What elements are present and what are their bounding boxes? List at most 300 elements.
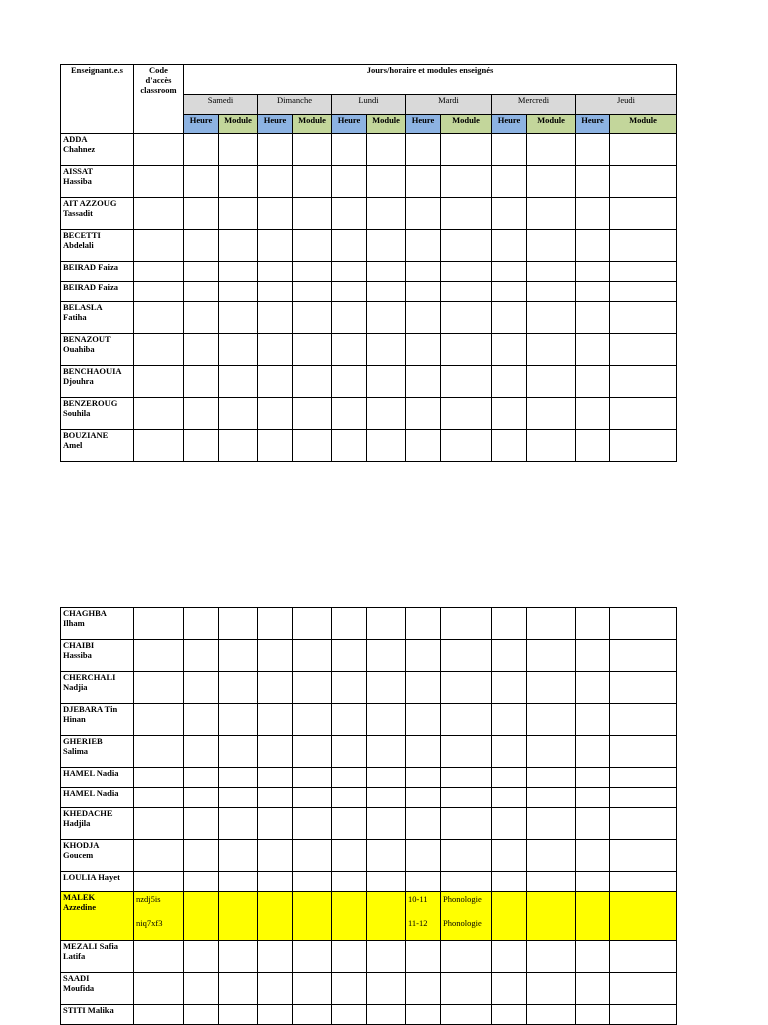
heure-cell — [184, 840, 219, 872]
heure-cell — [406, 973, 441, 1005]
heure-cell — [332, 840, 367, 872]
classroom-code-cell — [134, 941, 184, 973]
module-cell — [610, 840, 677, 872]
heure-cell — [406, 282, 441, 302]
heure-cell — [332, 788, 367, 808]
teacher-first-name: Tassadit — [63, 208, 93, 218]
heure-cell — [576, 134, 610, 166]
heure-cell — [258, 166, 293, 198]
heure-cell — [184, 640, 219, 672]
heure-cell — [406, 808, 441, 840]
day-header-mardi: Mardi — [406, 95, 492, 115]
module-cell — [367, 366, 406, 398]
heure-cell — [406, 230, 441, 262]
heure-cell — [576, 282, 610, 302]
module-cell — [610, 872, 677, 892]
teacher-name-cell — [61, 872, 134, 892]
classroom-code-cell — [134, 973, 184, 1005]
module-cell — [610, 134, 677, 166]
module-cell — [610, 788, 677, 808]
heure-cell — [332, 941, 367, 973]
classroom-code-cell — [134, 608, 184, 640]
teacher-first-name: Hassiba — [63, 176, 92, 186]
classroom-code-cell — [134, 366, 184, 398]
teacher-last-name: ADDA — [63, 134, 88, 144]
module-cell — [610, 1005, 677, 1025]
heure-cell — [492, 1005, 527, 1025]
heure-cell — [406, 166, 441, 198]
teacher-name-cell — [61, 166, 134, 198]
heure-cell — [492, 366, 527, 398]
heure-cell — [184, 302, 219, 334]
module-cell — [527, 973, 576, 1005]
teacher-last-name: CHERCHALI — [63, 672, 116, 682]
heure-cell — [332, 808, 367, 840]
heure-header: Heure — [184, 115, 219, 134]
module-cell — [293, 788, 332, 808]
teacher-name-cell — [61, 198, 134, 230]
teacher-row — [61, 366, 677, 398]
heure-cell — [332, 892, 367, 941]
teacher-last-name: DJEBARA Tin — [63, 704, 118, 714]
heure-cell — [332, 134, 367, 166]
teacher-last-name: MALEK — [63, 892, 96, 902]
module-cell — [293, 398, 332, 430]
heure-cell — [184, 788, 219, 808]
module-cell — [441, 134, 492, 166]
module-cell — [219, 166, 258, 198]
heure-cell — [258, 282, 293, 302]
heure-cell — [576, 334, 610, 366]
module-cell — [527, 282, 576, 302]
module-cell — [527, 892, 576, 941]
heure-cell — [492, 198, 527, 230]
module-cell — [610, 230, 677, 262]
heure-cell — [332, 282, 367, 302]
module-cell — [441, 1005, 492, 1025]
heure-cell — [576, 640, 610, 672]
module-cell — [441, 230, 492, 262]
heure-cell — [332, 366, 367, 398]
module-cell — [527, 672, 576, 704]
teacher-last-name: AIT AZZOUG — [63, 198, 117, 208]
heure-cell — [258, 704, 293, 736]
module-cell — [219, 736, 258, 768]
heure-cell — [258, 230, 293, 262]
teacher-name-cell — [61, 704, 134, 736]
classroom-code-cell — [134, 736, 184, 768]
module-cell — [367, 941, 406, 973]
heure-cell — [184, 973, 219, 1005]
heure-cell — [332, 872, 367, 892]
heure-cell — [258, 973, 293, 1005]
heure-cell — [406, 768, 441, 788]
heure-cell — [184, 230, 219, 262]
module-cell — [293, 840, 332, 872]
module-cell — [610, 704, 677, 736]
module-cell — [610, 892, 677, 941]
teacher-row — [61, 430, 677, 462]
heure-header: Heure — [332, 115, 367, 134]
heure-cell — [184, 608, 219, 640]
module-cell — [527, 134, 576, 166]
heure-cell — [332, 230, 367, 262]
heure-cell — [576, 230, 610, 262]
heure-cell — [576, 973, 610, 1005]
module-cell — [367, 788, 406, 808]
teacher-name-cell — [61, 840, 134, 872]
module-value: Phonologie — [443, 894, 482, 904]
module-cell — [610, 334, 677, 366]
teacher-name-cell — [61, 262, 134, 282]
module-cell — [367, 198, 406, 230]
module-cell — [441, 736, 492, 768]
classroom-code-cell — [134, 302, 184, 334]
heure-cell — [576, 302, 610, 334]
classroom-code: nzdj5is — [136, 894, 161, 904]
module-cell — [293, 640, 332, 672]
teacher-name-cell — [61, 430, 134, 462]
teacher-name-cell — [61, 672, 134, 704]
module-cell — [367, 704, 406, 736]
heure-cell — [332, 334, 367, 366]
teacher-row — [61, 302, 677, 334]
heure-cell — [492, 872, 527, 892]
heure-header: Heure — [492, 115, 527, 134]
teacher-name-cell — [61, 768, 134, 788]
heure-cell — [492, 398, 527, 430]
teacher-last-name: MEZALI Safia — [63, 941, 119, 951]
heure-cell — [406, 672, 441, 704]
classroom-code-cell — [134, 430, 184, 462]
teacher-name-cell — [61, 1005, 134, 1025]
classroom-code-cell — [134, 872, 184, 892]
module-cell — [610, 672, 677, 704]
day-header-mercredi: Mercredi — [492, 95, 576, 115]
teacher-row — [61, 608, 677, 640]
heure-cell — [406, 302, 441, 334]
teacher-first-name: Goucem — [63, 850, 94, 860]
heure-cell — [406, 430, 441, 462]
heure-cell — [184, 134, 219, 166]
heure-cell — [332, 1005, 367, 1025]
heure-cell — [406, 872, 441, 892]
teacher-row — [61, 198, 677, 230]
module-cell — [441, 302, 492, 334]
heure-cell — [406, 334, 441, 366]
teacher-name-cell — [61, 334, 134, 366]
module-cell — [367, 1005, 406, 1025]
teacher-last-name: STITI Malika — [63, 1005, 114, 1015]
heure-cell — [184, 672, 219, 704]
heure-header: Heure — [258, 115, 293, 134]
heure-cell — [492, 704, 527, 736]
heure-cell — [492, 808, 527, 840]
module-cell — [367, 334, 406, 366]
module-cell — [219, 872, 258, 892]
heure-cell — [258, 640, 293, 672]
heure-cell — [258, 768, 293, 788]
teacher-last-name: BELASLA — [63, 302, 103, 312]
module-cell — [527, 608, 576, 640]
heure-cell — [576, 672, 610, 704]
teacher-first-name: Fatiha — [63, 312, 87, 322]
module-cell — [293, 1005, 332, 1025]
heure-cell — [258, 892, 293, 941]
heure-cell — [492, 640, 527, 672]
teacher-last-name: BOUZIANE — [63, 430, 109, 440]
teacher-first-name: Souhila — [63, 408, 91, 418]
heure-cell — [184, 892, 219, 941]
teacher-last-name: BENCHAOUIA — [63, 366, 122, 376]
module-cell — [441, 973, 492, 1005]
classroom-code-cell — [134, 262, 184, 282]
classroom-code-cell — [134, 840, 184, 872]
heure-value: 11-12 — [408, 918, 428, 928]
heure-cell — [258, 366, 293, 398]
teacher-row — [61, 398, 677, 430]
heure-cell — [406, 198, 441, 230]
module-cell — [441, 768, 492, 788]
module-cell — [293, 704, 332, 736]
heure-cell — [576, 398, 610, 430]
schedule-table-2 — [60, 607, 677, 1025]
teacher-last-name: BECETTI — [63, 230, 101, 240]
classroom-code-cell — [134, 230, 184, 262]
module-cell — [219, 334, 258, 366]
heure-cell — [492, 892, 527, 941]
classroom-code-cell — [134, 134, 184, 166]
heure-cell — [332, 430, 367, 462]
module-cell — [527, 366, 576, 398]
heure-cell — [406, 398, 441, 430]
teacher-last-name: BENAZOUT — [63, 334, 111, 344]
heure-cell — [492, 840, 527, 872]
day-header-dimanche: Dimanche — [258, 95, 332, 115]
heure-cell — [576, 704, 610, 736]
teacher-last-name: GHERIEB — [63, 736, 103, 746]
teacher-name-cell — [61, 892, 134, 941]
module-cell — [527, 736, 576, 768]
module-value: Phonologie — [443, 918, 482, 928]
heure-cell — [258, 1005, 293, 1025]
module-cell — [293, 608, 332, 640]
heure-cell — [576, 808, 610, 840]
heure-cell — [258, 334, 293, 366]
module-header: Module — [367, 115, 406, 134]
teacher-last-name: HAMEL Nadia — [63, 788, 119, 798]
classroom-code-cell — [134, 198, 184, 230]
module-cell — [527, 872, 576, 892]
heure-cell — [576, 166, 610, 198]
teacher-name-cell — [61, 134, 134, 166]
module-cell — [293, 808, 332, 840]
classroom-code-cell — [134, 808, 184, 840]
module-cell — [219, 230, 258, 262]
teacher-row — [61, 640, 677, 672]
module-cell — [293, 334, 332, 366]
classroom-code-cell — [134, 640, 184, 672]
classroom-code: niq7xf3 — [136, 918, 163, 928]
module-header: Module — [293, 115, 332, 134]
module-cell — [527, 230, 576, 262]
heure-cell — [184, 430, 219, 462]
heure-cell — [406, 892, 441, 941]
heure-cell — [492, 230, 527, 262]
module-cell — [527, 840, 576, 872]
module-cell — [441, 788, 492, 808]
teacher-row — [61, 768, 677, 788]
module-cell — [441, 398, 492, 430]
teacher-last-name: SAADI — [63, 973, 90, 983]
module-cell — [441, 941, 492, 973]
module-cell — [219, 366, 258, 398]
module-cell — [527, 198, 576, 230]
module-cell — [610, 640, 677, 672]
module-cell — [610, 973, 677, 1005]
module-cell — [293, 166, 332, 198]
heure-cell — [576, 941, 610, 973]
module-cell — [527, 768, 576, 788]
module-cell — [293, 892, 332, 941]
heure-cell — [492, 262, 527, 282]
heure-cell — [184, 334, 219, 366]
module-cell — [367, 672, 406, 704]
heure-cell — [492, 430, 527, 462]
module-cell — [293, 366, 332, 398]
teacher-row — [61, 672, 677, 704]
teacher-row — [61, 788, 677, 808]
heure-cell — [184, 262, 219, 282]
teacher-row — [61, 704, 677, 736]
module-cell — [219, 808, 258, 840]
heure-cell — [258, 430, 293, 462]
module-cell — [441, 334, 492, 366]
teacher-first-name: Ilham — [63, 618, 85, 628]
teacher-row — [61, 282, 677, 302]
heure-cell — [332, 198, 367, 230]
module-cell — [527, 704, 576, 736]
heure-cell — [406, 262, 441, 282]
module-cell — [441, 262, 492, 282]
module-cell — [367, 808, 406, 840]
module-cell — [367, 166, 406, 198]
teacher-row — [61, 230, 677, 262]
module-cell — [441, 198, 492, 230]
module-cell — [367, 892, 406, 941]
schedule-table-1 — [60, 64, 677, 462]
heure-cell — [576, 608, 610, 640]
classroom-code-cell — [134, 334, 184, 366]
heure-cell — [332, 640, 367, 672]
teacher-last-name: AISSAT — [63, 166, 94, 176]
module-cell — [219, 892, 258, 941]
module-cell — [441, 840, 492, 872]
heure-cell — [492, 608, 527, 640]
heure-cell — [492, 736, 527, 768]
module-cell — [219, 198, 258, 230]
heure-cell — [258, 941, 293, 973]
teacher-name-cell — [61, 230, 134, 262]
module-cell — [441, 166, 492, 198]
module-cell — [293, 302, 332, 334]
classroom-code-cell — [134, 282, 184, 302]
module-cell — [293, 430, 332, 462]
heure-cell — [184, 736, 219, 768]
teacher-name-cell — [61, 366, 134, 398]
heure-cell — [492, 134, 527, 166]
module-cell — [441, 366, 492, 398]
heure-cell — [406, 704, 441, 736]
schedule-title: Jours/horaire et modules enseignés — [184, 65, 677, 95]
heure-cell — [184, 941, 219, 973]
teacher-first-name: Hinan — [63, 714, 86, 724]
module-cell — [219, 134, 258, 166]
teacher-row — [61, 262, 677, 282]
module-header: Module — [219, 115, 258, 134]
code-column-header: Code d'accès classroom — [134, 65, 184, 134]
teacher-first-name: Hadjila — [63, 818, 91, 828]
teacher-first-name: Latifa — [63, 951, 86, 961]
module-cell — [293, 941, 332, 973]
heure-cell — [332, 166, 367, 198]
module-cell — [527, 398, 576, 430]
module-cell — [293, 672, 332, 704]
module-cell — [441, 282, 492, 302]
module-cell — [219, 608, 258, 640]
heure-cell — [258, 302, 293, 334]
module-cell — [367, 736, 406, 768]
heure-cell — [258, 198, 293, 230]
teacher-first-name: Abdelali — [63, 240, 94, 250]
heure-cell — [184, 198, 219, 230]
teacher-name-cell — [61, 973, 134, 1005]
module-cell — [610, 808, 677, 840]
heure-cell — [258, 840, 293, 872]
module-cell — [527, 302, 576, 334]
heure-cell — [258, 262, 293, 282]
heure-cell — [492, 334, 527, 366]
module-cell — [219, 262, 258, 282]
module-cell — [293, 872, 332, 892]
module-cell — [610, 608, 677, 640]
heure-cell — [406, 840, 441, 872]
teacher-last-name: CHAGHBA — [63, 608, 107, 618]
teacher-row — [61, 892, 677, 941]
teacher-last-name: CHAIBI — [63, 640, 95, 650]
module-cell — [367, 430, 406, 462]
heure-cell — [258, 672, 293, 704]
day-header-jeudi: Jeudi — [576, 95, 677, 115]
module-cell — [367, 134, 406, 166]
module-cell — [527, 430, 576, 462]
module-cell — [610, 768, 677, 788]
module-cell — [367, 872, 406, 892]
module-cell — [219, 1005, 258, 1025]
module-cell — [219, 704, 258, 736]
teacher-last-name: KHODJA — [63, 840, 100, 850]
classroom-code-cell — [134, 672, 184, 704]
heure-cell — [406, 640, 441, 672]
teacher-row — [61, 1005, 677, 1025]
module-cell — [367, 640, 406, 672]
heure-cell — [406, 366, 441, 398]
teacher-row — [61, 872, 677, 892]
module-cell — [610, 282, 677, 302]
heure-cell — [332, 736, 367, 768]
module-cell — [293, 198, 332, 230]
heure-cell — [576, 366, 610, 398]
